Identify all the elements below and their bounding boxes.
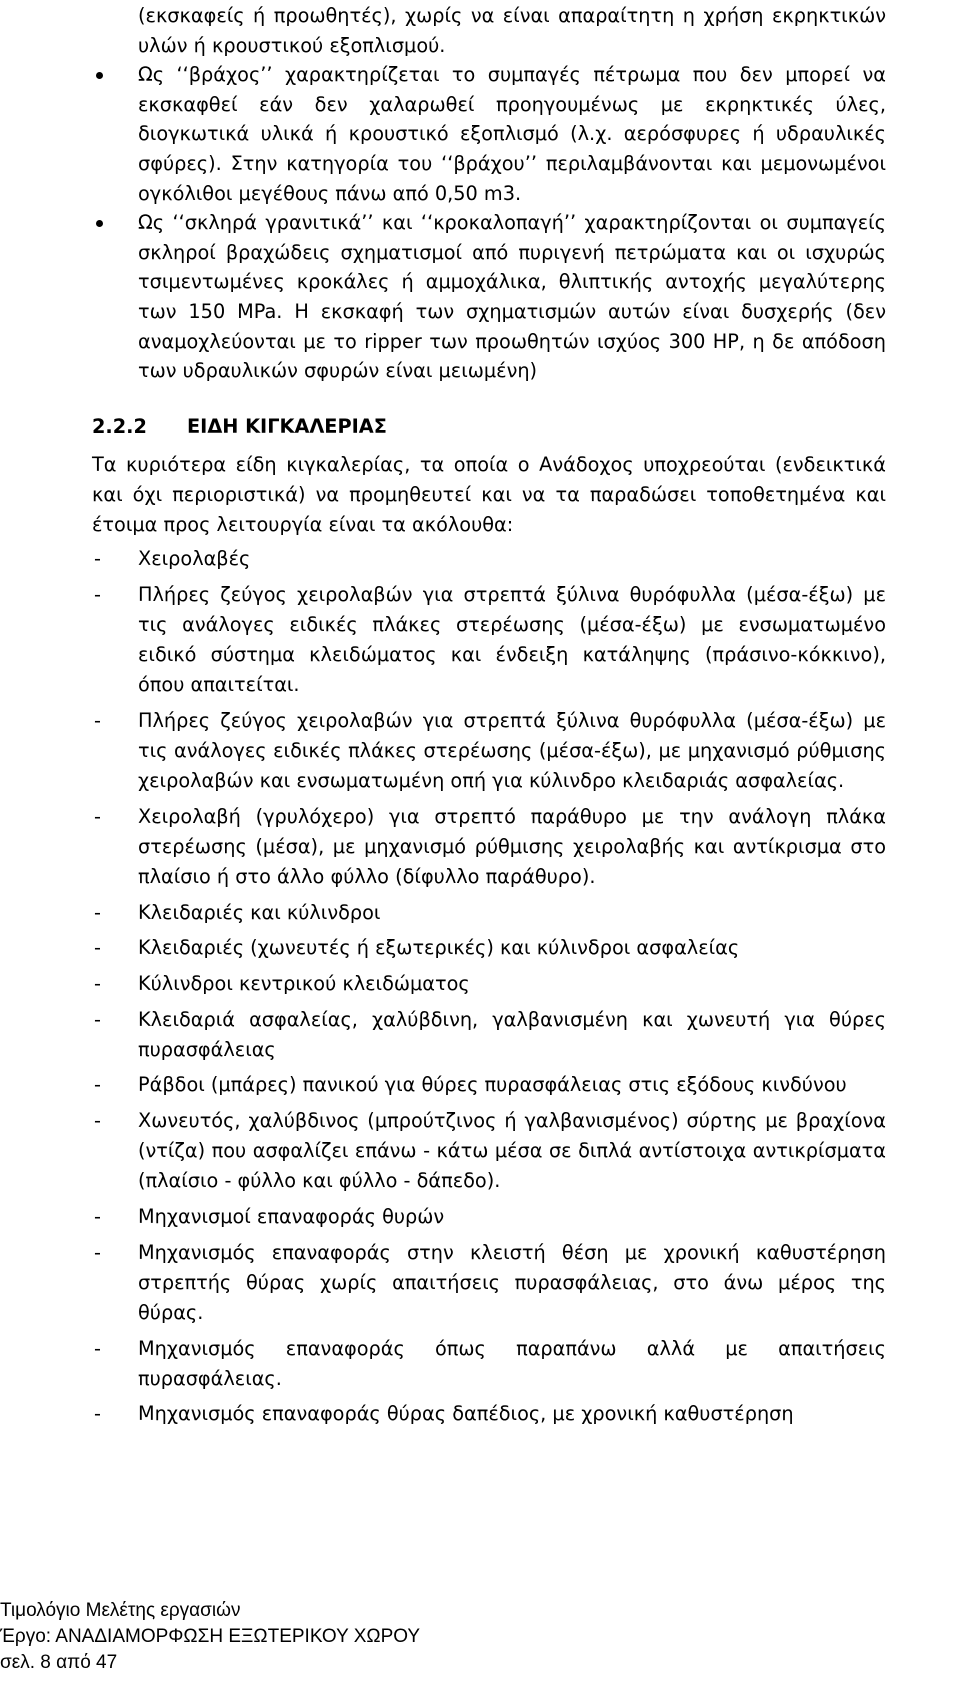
list-item <box>92 969 886 999</box>
dash-marker: - <box>94 1204 101 1228</box>
bullet-dot-icon <box>96 72 103 79</box>
list-item <box>92 933 886 963</box>
dash-marker: - <box>94 804 101 828</box>
list-item-text: Κλειδαριά ασφαλείας, χαλύβδινη, γαλβανισμένη και χωνευτή για θύρες πυρασφάλειας <box>138 1007 886 1061</box>
bullet-text: Ως ‘‘βράχος’’ χαρακτηρίζεται το συμπαγές πέτρωμα που δεν μπορεί να εκσκαφθεί εάν δεν χαλαρωθεί προηγουμένως με εκρηκτικές ύλες, διογκωτικά υλικά ή κρουστικό εξοπλισμό (λ.χ. αερόσφυρες ή υδραυλικές σφύρες). Στην κατηγορία του ‘‘βράχου’’ περιλαμβάνονται και μεμονωμένοι ογκόλιθοι μεγέθους πάνω από 0,50 m3. <box>138 63 886 205</box>
dash-marker: - <box>94 1007 101 1031</box>
list-item-text: Μηχανισμός επαναφοράς στην κλειστή θέση με χρονική καθυστέρηση στρεπτής θύρας χωρίς απαιτήσεις πυρασφάλειας, στο άνω μέρος της θύρας. <box>138 1240 886 1324</box>
dash-marker: - <box>94 582 101 606</box>
list-item-text: Χειρολαβές <box>138 547 251 570</box>
list-item <box>92 1399 886 1429</box>
page-footer <box>0 1598 420 1676</box>
bullet-text: Ως ‘‘σκληρά γρανιτικά’’ και ‘‘κροκαλοπαγή’’ χαρακτηρίζονται οι συμπαγείς σκληροί βραχώδεις σχηματισμοί από πυριγενή πετρώματα και οι ισχυρώς τσιμεντωμένες κροκάλες ή αμμοχάλικα, θλιπτικής αντοχής μεγαλύτερης των 150 MPa. Η εκσκαφή των σχηματισμών αυτών είναι δυσχερής (δεν αναμοχλεύονται με το ripper των προωθητών ισχύος 300 HP, η δε απόδοση των υδραυλικών σφυρών είναι μειωμένη) <box>138 211 886 383</box>
section-intro: Τα κυριότερα είδη κιγκαλερίας, τα οποία ο Ανάδοχος υποχρεούται (ενδεικτικά και όχι περιοριστικά) να προμηθευτεί και να τα παραδώσει τοποθετημένα και έτοιμα προς λειτουργία είναι τα ακόλουθα: <box>92 453 886 536</box>
bullet-item-granite <box>92 208 886 386</box>
list-item <box>92 1005 886 1065</box>
list-item <box>92 1334 886 1394</box>
bullet-text: (εκσκαφείς ή προωθητές), χωρίς να είναι απαραίτητη η χρήση εκρηκτικών υλών ή κρουστικού εξοπλισμού. <box>138 4 886 57</box>
dash-marker: - <box>94 708 101 732</box>
dash-marker: - <box>94 1240 101 1264</box>
dash-marker: - <box>94 1402 101 1426</box>
footer-project-name: Έργο: ΑΝΑΔΙΑΜΟΡΦΩΣΗ ΕΞΩΤΕΡΙΚΟΥ ΧΩΡΟΥ <box>0 1626 421 1647</box>
dash-marker: - <box>94 1073 101 1097</box>
footer-document-title: Τιμολόγιο Μελέτης εργασιών <box>0 1600 241 1621</box>
list-item-text: Μηχανισμός επαναφοράς όπως παραπάνω αλλά με απαιτήσεις πυρασφάλειας. <box>138 1336 886 1390</box>
dash-marker: - <box>94 900 101 924</box>
section-title: ΕΙΔΗ ΚΙΓΚΑΛΕΡΙΑΣ <box>187 415 387 438</box>
list-item <box>92 1106 886 1197</box>
list-item-text: Κλειδαριές (χωνευτές ή εξωτερικές) και κύλινδροι ασφαλείας <box>138 936 740 960</box>
section-number: 2.2.2 <box>92 415 147 438</box>
list-item-text: Χειρολαβή (γρυλόχερο) για στρεπτό παράθυρο με την ανάλογη πλάκα στερέωσης (μέσα), με μηχανισμό ρύθμισης χειρολαβής και αντίκρισμα στο πλαίσιο ή στο άλλο φύλλο (δίφυλλο παράθυρο). <box>138 804 886 889</box>
list-item-text: Ράβδοι (μπάρες) πανικού για θύρες πυρασφάλειας στις εξόδους κινδύνου <box>138 1073 847 1097</box>
dash-marker: - <box>94 547 101 570</box>
hardware-list <box>92 544 886 1435</box>
dash-marker: - <box>94 936 101 960</box>
list-item-text: Μηχανισμός επαναφοράς θύρας δαπέδιος, με χρονική καθυστέρηση <box>138 1402 794 1426</box>
bullet-continuation <box>92 1 886 60</box>
list-item-text: Μηχανισμοί επαναφοράς θυρών <box>138 1204 445 1228</box>
list-item-text: Κλειδαριές και κύλινδροι <box>138 900 381 924</box>
list-item <box>92 580 886 701</box>
list-item-text: Χωνευτός, χαλύβδινος (μπρούτζινος ή γαλβανισμένος) σύρτης με βραχίονα (ντίζα) που ασφαλίζει επάνω - κάτω μέσα σε διπλά αντίστοιχα αντικρίσματα (πλαίσιο - φύλλο και φύλλο - δάπεδο). <box>138 1108 886 1193</box>
dash-marker: - <box>94 971 101 995</box>
list-item <box>92 544 886 574</box>
bullet-list <box>92 1 886 386</box>
list-item <box>92 1202 886 1232</box>
list-item-text: Πλήρες ζεύγος χειρολαβών για στρεπτά ξύλινα θυρόφυλλα (μέσα-έξω) με τις ανάλογες ειδικές πλάκες στερέωσης (μέσα-έξω) με ενσωματωμένο ειδικό σύστημα κλειδώματος και ένδειξη κατάληψης (πράσινο-κόκκινο), όπου απαιτείται. <box>138 582 886 697</box>
list-item <box>92 898 886 928</box>
section-heading <box>92 412 387 442</box>
list-item-text: Πλήρες ζεύγος χειρολαβών για στρεπτά ξύλινα θυρόφυλλα (μέσα-έξω) με τις ανάλογες ειδικές πλάκες στερέωσης (μέσα-έξω), με μηχανισμό ρύθμισης χειρολαβών και ενσωματωμένη οπή για κύλινδρο κλειδαριάς ασφαλείας. <box>138 708 886 793</box>
list-item-text: Κύλινδροι κεντρικού κλειδώματος <box>138 971 470 995</box>
bullet-dot-icon <box>96 220 103 227</box>
bullet-item-rock <box>92 60 886 208</box>
list-item <box>92 1070 886 1100</box>
list-item <box>92 802 886 893</box>
footer-page-number: σελ. 8 από 47 <box>0 1652 118 1673</box>
dash-marker: - <box>94 1336 101 1360</box>
list-item <box>92 1238 886 1329</box>
list-item <box>92 706 886 797</box>
dash-marker: - <box>94 1108 101 1132</box>
